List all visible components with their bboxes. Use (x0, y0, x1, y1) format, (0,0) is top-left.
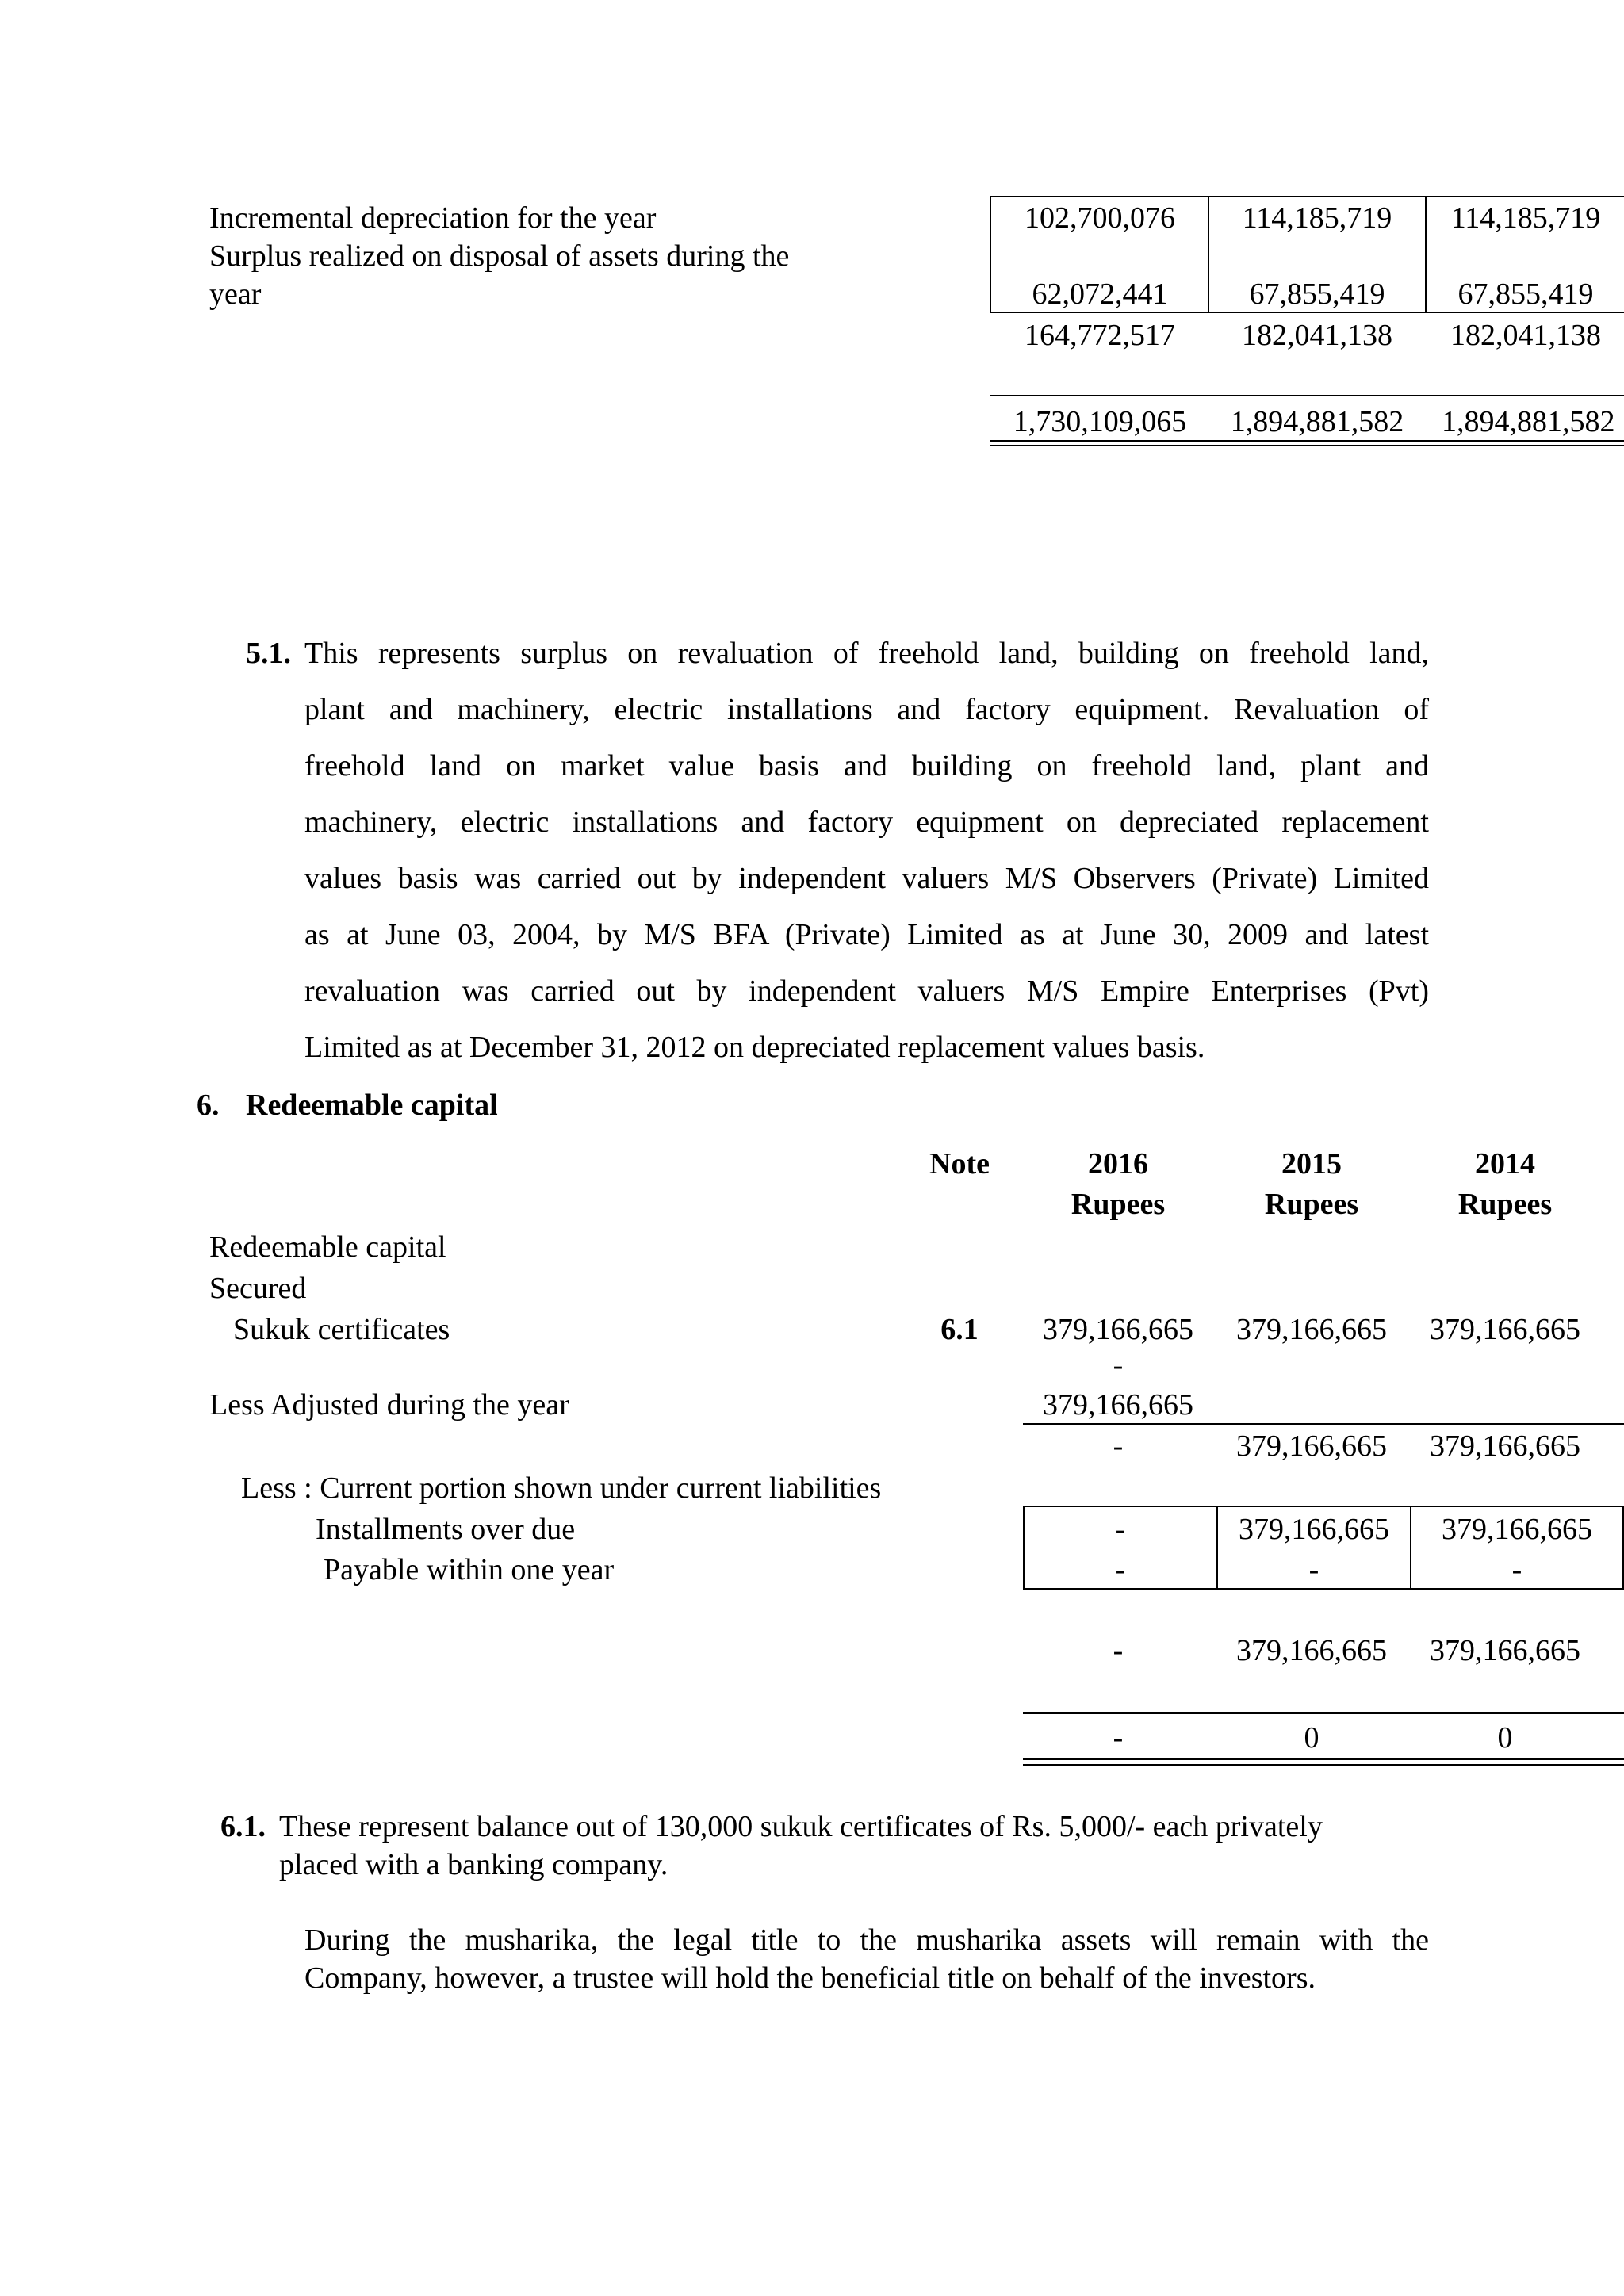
final-2015: 0 (1304, 1721, 1320, 1755)
incremental-2015: 114,185,719 (1242, 201, 1392, 235)
sukuk-note: 6.1 (940, 1313, 979, 1346)
total-double-rule-1 (990, 440, 1624, 442)
header-2015: 2015 (1281, 1147, 1342, 1181)
header-2016: 2016 (1088, 1147, 1148, 1181)
disposal-2015: 67,855,419 (1249, 277, 1385, 311)
final-double-rule-2 (1023, 1764, 1624, 1766)
disposal-2014: 67,855,419 (1457, 277, 1594, 311)
net-2015: 379,166,665 (1236, 1429, 1387, 1463)
header-2014: 2014 (1475, 1147, 1535, 1181)
incremental-depreciation-label: Incremental depreciation for the year (209, 201, 657, 235)
within-year-2016: - (1115, 1553, 1126, 1586)
final-double-rule-1 (1023, 1758, 1624, 1760)
sukuk-2014: 379,166,665 (1430, 1313, 1580, 1346)
overdue-2016: - (1115, 1513, 1126, 1546)
final-2016: - (1113, 1721, 1124, 1755)
header-note: Note (929, 1147, 990, 1181)
overdue-label: Installments over due (316, 1513, 576, 1546)
total-top-rule (990, 395, 1624, 396)
current-total-2016: - (1113, 1634, 1124, 1667)
within-year-2014: - (1511, 1553, 1522, 1586)
note-6-1-number: 6.1. (220, 1810, 266, 1843)
table-divider-1 (1208, 196, 1209, 313)
final-2014: 0 (1497, 1721, 1513, 1755)
sukuk-2016: 379,166,665 (1043, 1313, 1193, 1346)
subtotal-2014: 182,041,138 (1450, 319, 1601, 352)
less-current-label: Less : Current portion shown under current liabilities (241, 1471, 882, 1505)
section-6-title: Redeemable capital (246, 1089, 498, 1122)
table-divider-2 (1425, 196, 1427, 313)
total-2016: 1,730,109,065 (1013, 405, 1187, 438)
final-top-rule (1023, 1712, 1624, 1714)
net-2014: 379,166,665 (1430, 1429, 1580, 1463)
table-left-border (990, 196, 991, 313)
adjusted-rule (1023, 1423, 1624, 1425)
note-5-1-line-4: machinery, electric installations and factory equipment on depreciated replacement (304, 806, 1429, 839)
overdue-2014: 379,166,665 (1442, 1513, 1592, 1546)
subtotal-2015: 182,041,138 (1242, 319, 1392, 352)
note-5-1-number: 5.1. (246, 637, 291, 670)
total-2014: 1,894,881,582 (1442, 405, 1615, 438)
header-unit-2014: Rupees (1457, 1188, 1553, 1221)
header-unit-2015: Rupees (1264, 1188, 1359, 1221)
adjusted-label: Less Adjusted during the year (209, 1388, 569, 1422)
current-total-2014: 379,166,665 (1430, 1634, 1580, 1667)
within-year-2015: - (1308, 1553, 1320, 1586)
current-box-top (1023, 1506, 1624, 1507)
sukuk-2015: 379,166,665 (1236, 1313, 1387, 1346)
note-5-1-line-6: as at June 03, 2004, by M/S BFA (Private) Limited as at June 30, 2009 and latest (304, 918, 1429, 951)
label-secured: Secured (209, 1272, 307, 1305)
surplus-realized-label-line2: year (209, 277, 262, 311)
incremental-2014: 114,185,719 (1450, 201, 1601, 235)
sukuk-label: Sukuk certificates (233, 1313, 450, 1346)
note-6-1-line-1: These represent balance out of 130,000 sukuk certificates of Rs. 5,000/- each privately (279, 1810, 1323, 1843)
note-5-1-line-2: plant and machinery, electric installations and factory equipment. Revaluation of (304, 693, 1429, 726)
total-2015: 1,894,881,582 (1230, 405, 1404, 438)
table-top-border (990, 196, 1624, 197)
subtotal-2016: 164,772,517 (1025, 319, 1175, 352)
incremental-2016: 102,700,076 (1025, 201, 1175, 235)
note-5-1-line-5: values basis was carried out by independent valuers M/S Observers (Private) Limited (304, 862, 1429, 895)
current-total-2015: 379,166,665 (1236, 1634, 1387, 1667)
surplus-realized-label-line1: Surplus realized on disposal of assets during the (209, 239, 790, 273)
note-5-1-line-1: This represents surplus on revaluation of freehold land, building on freehold land, (304, 637, 1429, 670)
disposal-2016: 62,072,441 (1032, 277, 1168, 311)
adjusted-2016: 379,166,665 (1043, 1388, 1193, 1422)
note-5-1-line-3: freehold land on market value basis and building on freehold land, plant and (304, 749, 1429, 783)
overdue-2015: 379,166,665 (1239, 1513, 1389, 1546)
note-5-1-line-8: Limited as at December 31, 2012 on depreciated replacement values basis. (304, 1031, 1205, 1064)
within-year-label: Payable within one year (324, 1553, 615, 1586)
note-6-1-para2-line-1: During the musharika, the legal title to the musharika assets will remain with the (304, 1923, 1429, 1957)
header-unit-2016: Rupees (1071, 1188, 1166, 1221)
note-5-1-line-7: revaluation was carried out by independent valuers M/S Empire Enterprises (Pvt) (304, 974, 1429, 1008)
net-2016: - (1113, 1429, 1124, 1463)
adjusted-dash: - (1113, 1349, 1124, 1382)
section-6-number: 6. (197, 1089, 220, 1122)
label-redeemable-capital: Redeemable capital (209, 1230, 446, 1264)
total-double-rule-2 (990, 445, 1624, 446)
note-6-1-para2-line-2: Company, however, a trustee will hold the beneficial title on behalf of the investors. (304, 1961, 1316, 1995)
note-6-1-line-2: placed with a banking company. (279, 1848, 668, 1881)
